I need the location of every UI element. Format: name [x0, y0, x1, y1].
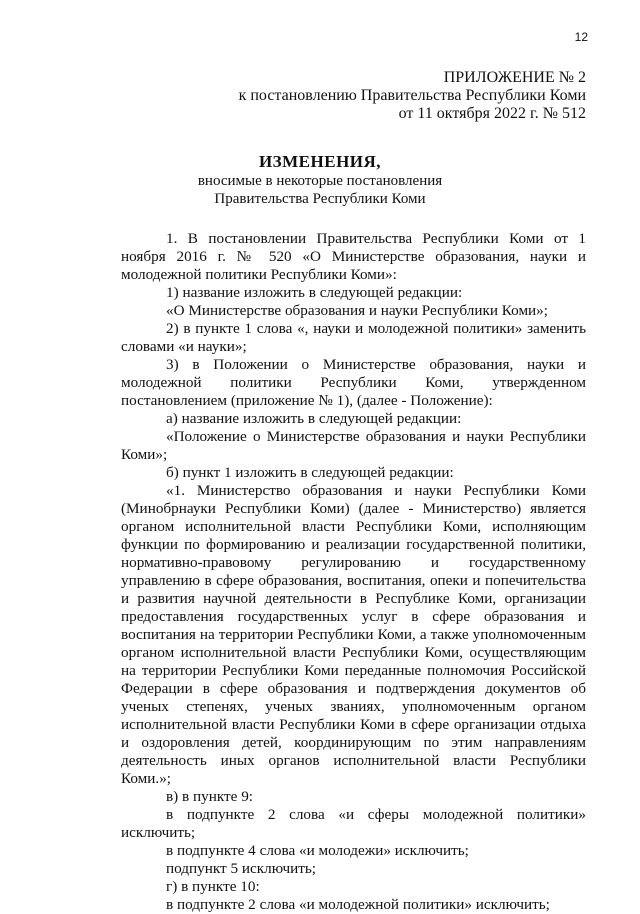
title-subtitle-2: Правительства Республики Коми	[214, 191, 426, 207]
appendix-line-3: от 11 октября 2022 г. № 512	[398, 105, 586, 122]
paragraph: в подпункте 2 слова «и молодежной политики» исключить;	[166, 896, 550, 913]
paragraph: подпункт 5 исключить;	[166, 860, 317, 877]
paragraph: б) пункт 1 изложить в следующей редакции:	[166, 464, 454, 481]
paragraph: 3) в Положении о Министерстве образования, науки и молодежной политики Республики Коми, утвержденном постановлением (приложение № 1), (далее - Положение):	[121, 356, 586, 409]
appendix-line-2: к постановлению Правительства Республики Коми	[238, 87, 586, 104]
document-body	[121, 230, 586, 914]
paragraph: «1. Министерство образования и науки Республики Коми (Минобрнауки Республики Коми) (далее - Министерство) является органом исполнительной власти Республики Коми, исполняющим функции по формированию и реализации государственной политики, нормативно-правовому регулированию и государственному управлению в сфере образования, воспитания, опеки и попечительства и развития научной деятельности в Республике Коми, организации предоставления государственных услуг в сфере образования и воспитания на территории Республики Коми, а также уполномоченным органом исполнительной власти Республики Коми, осуществляющим на территории Республики Коми переданные полномочия Российской Федерации в сфере образования и подтверждения документов об ученых степенях, ученых званиях, уполномоченным органом исполнительной власти Республики Коми в сфере организации отдыха и оздоровления детей, координирующим по этим направлениям деятельность иных органов исполнительной власти Республики Коми.»;	[121, 482, 586, 787]
paragraph: 2) в пункте 1 слова «, науки и молодежной политики» заменить словами «и науки»;	[121, 320, 586, 355]
paragraph: в подпункте 2 слова «и сферы молодежной политики» исключить;	[121, 806, 586, 841]
title-heading: ИЗМЕНЕНИЯ,	[258, 152, 382, 171]
paragraph: в подпункте 4 слова «и молодежи» исключить;	[166, 842, 469, 859]
page-number: 12	[574, 30, 588, 44]
paragraph: 1) название изложить в следующей редакции:	[166, 284, 463, 301]
appendix-line-1: ПРИЛОЖЕНИЕ № 2	[443, 69, 586, 86]
paragraph: в) в пункте 9:	[166, 788, 254, 805]
paragraph: «О Министерстве образования и науки Республики Коми»;	[166, 302, 548, 319]
paragraph: а) название изложить в следующей редакции:	[166, 410, 462, 427]
paragraph: г) в пункте 10:	[166, 878, 260, 895]
appendix-header	[239, 69, 586, 123]
document-title	[0, 152, 640, 208]
paragraph: 1. В постановлении Правительства Республики Коми от 1 ноября 2016 г. № 520 «О Министерстве образования, науки и молодежной политики Республики Коми»:	[121, 230, 586, 283]
title-subtitle-1: вносимые в некоторые постановления	[197, 173, 443, 189]
paragraph: «Положение о Министерстве образования и науки Республики Коми»;	[121, 428, 586, 463]
